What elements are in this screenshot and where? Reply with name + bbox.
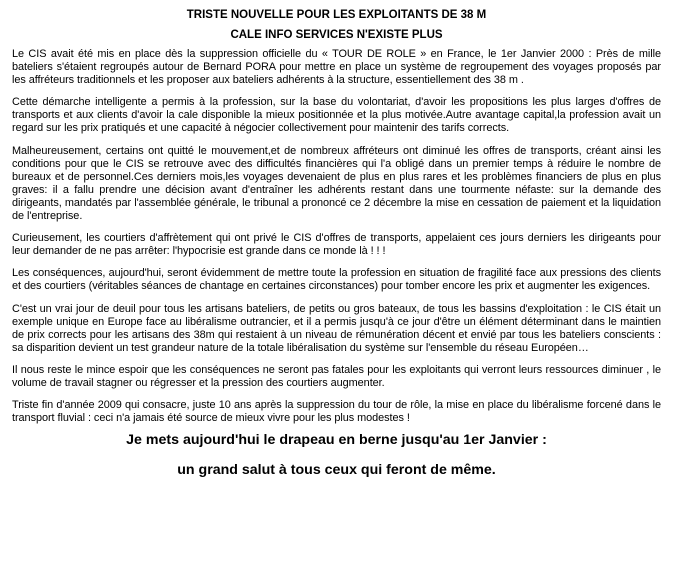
paragraph-4: Curieusement, les courtiers d'affrètement qui ont privé le CIS d'offres de transports, appelaient ces jours derniers les dirigeants pour leur demander de ne pas arrêter: l'hypocrisie est grande dans ce monde là ! ! ! (12, 232, 661, 258)
paragraph-2: Cette démarche intelligente a permis à la profession, sur la base du volontariat, d'avoir les propositions les plus larges d'offres de transports et aux clients d'avoir la cale disponible la mieux positionnée et la plus motivée.Autre avantage capital,la profession avait un regard sur les prix pratiqués et une capacité à négocier collectivement pour maintenir des tarifs corrects. (12, 96, 661, 135)
article-body (12, 48, 661, 425)
paragraph-7: Il nous reste le mince espoir que les conséquences ne seront pas fatales pour les exploitants qui verront leurs ressources diminuer , le volume de travail stagner ou régresser et la pression des courtiers augmenter. (12, 363, 661, 389)
paragraph-6: C'est un vrai jour de deuil pour tous les artisans bateliers, de petits ou gros bateaux, de tous les bassins d'exploitation : le CIS était un exemple unique en Europe face au libéralisme outrancier, et il a permis jusqu'à ce jour d'être un élément déterminant dans le maintien de prix corrects pour les artisans des 38m qui restaient à un niveau de rémunération décent et envié par tous les bateliers conscients : sa disparition devient un test grandeur nature de la totale libéralisation du système sur l'ensemble du réseau Européen… (12, 302, 661, 354)
closing-line-2: un grand salut à tous ceux qui feront de même. (177, 462, 496, 479)
paragraph-8: Triste fin d'année 2009 qui consacre, juste 10 ans après la suppression du tour de rôle, la mise en place du libéralisme forcené dans le transport fluvial : ceci n'a jamais été source de mieux vivre pour les plus modestes ! (12, 399, 661, 425)
paragraph-1: Le CIS avait été mis en place dès la suppression officielle du « TOUR DE ROLE » en France, le 1er Janvier 2000 : Près de mille bateliers s'étaient regroupés autour de Bernard PORA pour mettre en place un système de regroupement des voyages proposés par les affréteurs traditionnels et les proposer aux bateliers adhérents à la structure, essentiellement des 38 m . (12, 48, 661, 87)
closing-line-1: Je mets aujourd'hui le drapeau en berne jusqu'au 1er Janvier : (126, 432, 547, 449)
paragraph-5: Les conséquences, aujourd'hui, seront évidemment de mettre toute la profession en situation de fragilité face aux pressions des clients et des courtiers (véritables séances de chantage en certaines circonstances) pour tomber encore les prix et augmenter les exigences. (12, 267, 661, 293)
document-title: TRISTE NOUVELLE POUR LES EXPLOITANTS DE 38 M (186, 9, 487, 21)
paragraph-3: Malheureusement, certains ont quitté le mouvement,et de nombreux affréteurs ont diminué les offres de transports, créant ainsi les conditions pour que le CIS se retrouve avec des difficultés financières qui l'a obligé dans un premier temps à réduire le nombre de bureaux et de personnel.Ces derniers mois,les voyages devenaient de plus en plus rares et les problèmes financiers de plus en plus graves: il a fallu prendre une décision avant d'entraîner les adhérents restant dans une tourmente néfaste: sur la demande des dirigeants, mandatés par l'assemblée générale, le tribunal a prononcé ce 2 décembre la mise en cessation de paiement et la liquidation de l'entreprise. (12, 144, 661, 223)
document-subtitle: CALE INFO SERVICES N'EXISTE PLUS (230, 29, 443, 41)
